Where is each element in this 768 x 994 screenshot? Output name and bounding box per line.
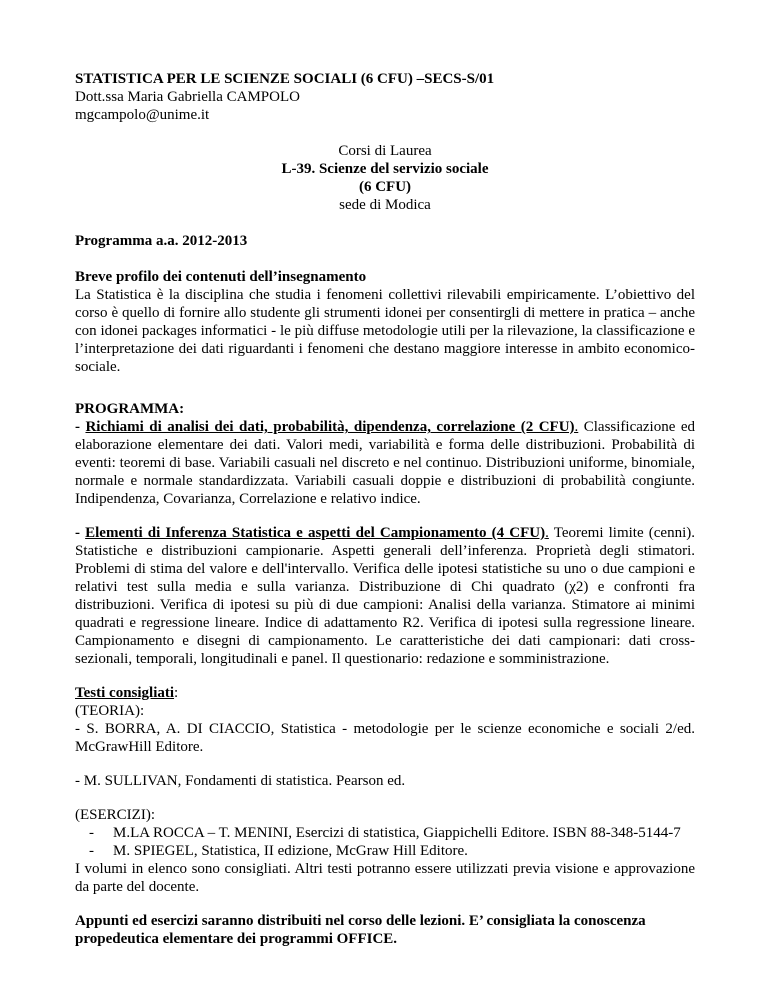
exercise-book-2: M. SPIEGEL, Statistica, II edizione, McGraw Hill Editore. — [113, 843, 468, 859]
theory-book-1: - S. BORRA, A. DI CIACCIO, Statistica - metodologie per le scienze economiche e sociali 2/ed. McGrawHill Editore. — [75, 721, 695, 755]
degree-name: L-39. Scienze del servizio sociale — [281, 161, 489, 177]
books-heading-colon: : — [174, 685, 179, 701]
document-page — [75, 70, 695, 948]
part1-title: Richiami di analisi dei dati, probabilità, dipendenza, correlazione (2 CFU) — [85, 419, 575, 435]
teacher-email: mgcampolo@unime.it — [75, 107, 210, 123]
part2-title: Elementi di Inferenza Statistica e aspetti del Campionamento (4 CFU) — [85, 525, 546, 541]
programma-part-1 — [75, 418, 695, 508]
list-item — [75, 842, 695, 860]
books-heading-line — [75, 684, 695, 702]
part1-text: Classificazione ed elaborazione elementare dei dati. Valori medi, variabilità e forma delle distribuzioni. Probabilità di eventi: teoremi di base. Variabili casuali nel discreto e nel continuo. Distribuzioni uniforme, binomiale, normale e normale standardizzata. Variabili casuali doppie e distribuzioni di probabilità congiunte. Indipendenza, Covarianza, Correlazione e relativo indice. — [75, 419, 695, 507]
books-note: I volumi in elenco sono consigliati. Altri testi potranno essere utilizzati previa visione e approvazione da parte del docente. — [75, 861, 695, 895]
part2-period: . — [545, 525, 549, 541]
part1-prefix: - — [75, 419, 86, 435]
part2-text: Teoremi limite (cenni). Statistiche e distribuzioni campionarie. Aspetti generali dell’inferenza. Proprietà degli stimatori. Problemi di stima del valore e dell'intervallo. Verifica delle ipotesi statistiche su uno o due campioni e relativi test sulla media e sulla varianza. Distribuzione di Chi quadrato (χ2) e confronti fra distribuzioni. Verifica di ipotesi su più di due campioni: Analisi della varianza. Stimatore ai minimi quadrati e regressione lineare. Indice di adattamento R2. Verifica di ipotesi sulla regressione lineare. Campionamento e disegni di campionamento. Le caratteristiche dei dati campionari: dati cross-sezionali, temporali, longitudinali e panel. Il questionario: redazione e somministrazione. — [75, 525, 695, 667]
exercise-book-1: M.LA ROCCA – T. MENINI, Esercizi di statistica, Giappichelli Editore. ISBN 88-348-5144-7 — [113, 825, 681, 841]
theory-book-2: - M. SULLIVAN, Fondamenti di statistica. Pearson ed. — [75, 773, 406, 789]
program-year: Programma a.a. 2012-2013 — [75, 233, 248, 249]
teacher-name: Dott.ssa Maria Gabriella CAMPOLO — [75, 89, 300, 105]
dash-bullet: - — [89, 825, 94, 841]
closing-note: Appunti ed esercizi saranno distribuiti nel corso delle lezioni. E’ consigliata la conoscenza propedeutica elementare dei programmi OFFICE. — [75, 913, 646, 947]
books-heading: Testi consigliati — [75, 685, 175, 701]
list-item — [75, 824, 695, 842]
theory-label: (TEORIA): — [75, 703, 145, 719]
part1-period: . — [574, 419, 579, 435]
degree-credits: (6 CFU) — [358, 179, 412, 195]
course-title: STATISTICA PER LE SCIENZE SOCIALI (6 CFU) –SECS-S/01 — [75, 71, 495, 87]
programma-heading: PROGRAMMA: — [75, 401, 185, 417]
degree-site: sede di Modica — [339, 197, 431, 213]
degree-label: Corsi di Laurea — [338, 143, 432, 159]
profile-text: La Statistica è la disciplina che studia i fenomeni collettivi rilevabili empiricamente. L’obiettivo del corso è quello di fornire allo studente gli strumenti idonei per consentirgli di mettere in pratica – anche con idonei packages informatici - le più diffuse metodologie utili per la rilevazione, la classificazione e l’interpretazione dei dati riguardanti i fenomeni che destano maggiore interesse in ambito economico-sociale. — [75, 287, 695, 375]
dash-bullet: - — [89, 843, 94, 859]
programma-part-2 — [75, 524, 695, 668]
exercises-label: (ESERCIZI): — [75, 807, 155, 823]
exercises-list — [75, 824, 695, 860]
profile-heading: Breve profilo dei contenuti dell’insegnamento — [75, 269, 367, 285]
part2-prefix: - — [75, 525, 86, 541]
